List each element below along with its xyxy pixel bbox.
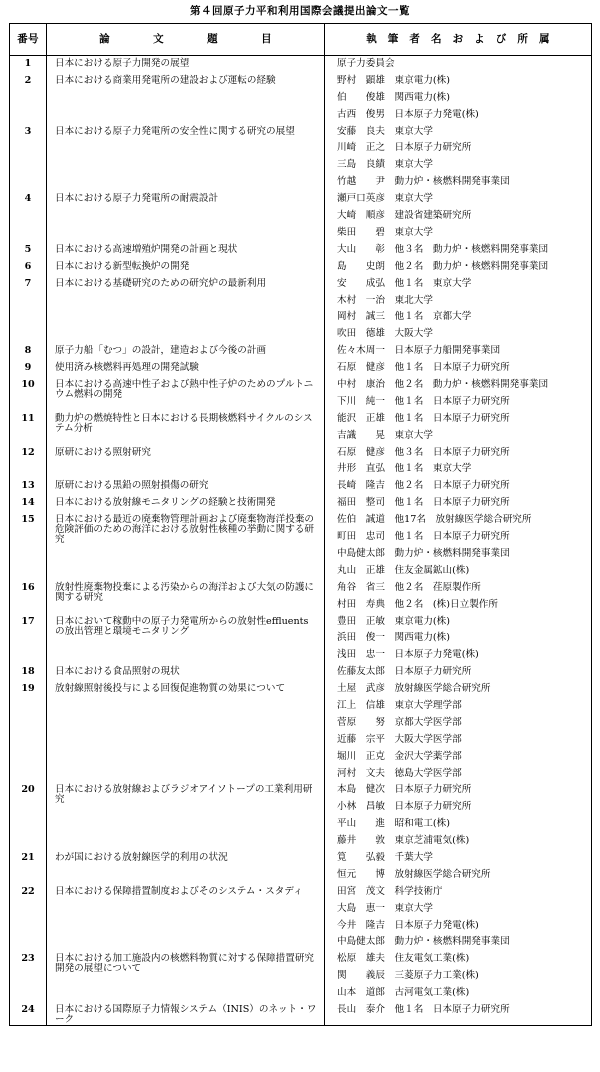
paper-title: 放射線照射後投与による回復促進物質の効果について bbox=[47, 681, 325, 782]
author-entry: 大崎 順彦 建設省建築研究所 bbox=[337, 210, 472, 222]
paper-authors bbox=[325, 411, 592, 445]
table-row bbox=[10, 56, 592, 73]
paper-number: 16 bbox=[10, 580, 47, 614]
paper-authors bbox=[325, 360, 592, 377]
paper-title: 日本における最近の廃棄物管理計画および廃棄物海洋投棄の危険評価のための海洋における放射性核種の挙動に関する研究 bbox=[47, 512, 325, 580]
paper-authors bbox=[325, 445, 592, 479]
paper-number: 13 bbox=[10, 478, 47, 495]
table-row bbox=[10, 360, 592, 377]
table-row bbox=[10, 681, 592, 782]
paper-title: 日本における加工施設内の核燃料物質に対する保障措置研究開発の展望について bbox=[47, 951, 325, 1002]
author-entry: 井形 直弘 他１名 東京大学 bbox=[337, 463, 472, 475]
author-entry: 丸山 正雄 住友金属鉱山(株) bbox=[337, 564, 470, 576]
paper-title: 動力炉の燃焼特性と日本における長期核燃料サイクルのシステム分析 bbox=[47, 411, 325, 445]
paper-table bbox=[9, 23, 592, 1026]
paper-title: 日本における基礎研究のための研究炉の最新利用 bbox=[47, 276, 325, 344]
table-row bbox=[10, 951, 592, 1002]
paper-number: 19 bbox=[10, 681, 47, 782]
author-entry: 柴田 碧 東京大学 bbox=[337, 226, 433, 238]
author-entry: 小林 昌敏 日本原子力研究所 bbox=[337, 801, 472, 813]
paper-number: 17 bbox=[10, 614, 47, 665]
paper-number: 9 bbox=[10, 360, 47, 377]
paper-authors bbox=[325, 259, 592, 276]
author-entry: 吹田 德雄 大阪大学 bbox=[337, 328, 433, 340]
paper-authors bbox=[325, 124, 592, 192]
paper-authors bbox=[325, 580, 592, 614]
paper-number: 3 bbox=[10, 124, 47, 192]
table-row bbox=[10, 580, 592, 614]
author-entry: 川崎 正之 日本原子力研究所 bbox=[337, 142, 472, 154]
paper-authors bbox=[325, 478, 592, 495]
author-entry: 木村 一治 東北大学 bbox=[337, 294, 433, 306]
author-entry: 吉識 晃 東京大学 bbox=[337, 429, 433, 441]
header-title: 論 文 題 目 bbox=[47, 24, 325, 56]
paper-title: 日本における放射線およびラジオアイソトープの工業利用研究 bbox=[47, 782, 325, 850]
author-entry: 河村 文夫 徳島大学医学部 bbox=[337, 767, 462, 779]
table-row bbox=[10, 411, 592, 445]
paper-title: 日本において稼動中の原子力発電所からの放射性effluents の放出管理と環境モニタリング bbox=[47, 614, 325, 665]
table-row bbox=[10, 478, 592, 495]
table-row bbox=[10, 495, 592, 512]
author-entry: 福田 整司 他１名 日本原子力研究所 bbox=[337, 497, 510, 509]
header-authors: 執 筆 者 名 お よ び 所 属 bbox=[325, 24, 592, 56]
author-entry: 本島 健次 日本原子力研究所 bbox=[337, 784, 472, 796]
author-entry: 安藤 良夫 東京大学 bbox=[337, 125, 433, 137]
paper-authors bbox=[325, 495, 592, 512]
author-entry: 長崎 隆吉 他２名 日本原子力研究所 bbox=[337, 480, 510, 492]
author-entry: 今井 隆吉 日本原子力発電(株) bbox=[337, 919, 479, 931]
author-entry: 原子力委員会 bbox=[337, 58, 395, 69]
paper-title: 原研における黒鉛の照射損傷の研究 bbox=[47, 478, 325, 495]
author-entry: 藤井 敦 東京芝浦電気(株) bbox=[337, 835, 470, 847]
paper-authors bbox=[325, 782, 592, 850]
author-entry: 大山 彰 他３名 動力炉・核燃料開発事業団 bbox=[337, 243, 549, 255]
paper-authors bbox=[325, 276, 592, 344]
paper-number: 15 bbox=[10, 512, 47, 580]
author-entry: 伯 俊雄 関西電力(株) bbox=[337, 91, 451, 103]
author-entry: 豊田 正敏 東京電力(株) bbox=[337, 615, 451, 627]
paper-number: 8 bbox=[10, 343, 47, 360]
paper-title: 日本における保障措置制度およびそのシステム・スタディ bbox=[47, 884, 325, 952]
table-row bbox=[10, 73, 592, 124]
paper-title: 日本における新型転換炉の開発 bbox=[47, 259, 325, 276]
paper-title: 日本における高速増殖炉開発の計画と現状 bbox=[47, 242, 325, 259]
author-entry: 筧 弘毅 千葉大学 bbox=[337, 851, 433, 863]
table-row bbox=[10, 445, 592, 479]
author-entry: 中島健太郎 動力炉・核燃料開発事業団 bbox=[337, 547, 510, 559]
author-entry: 菅原 努 京都大学医学部 bbox=[337, 716, 462, 728]
paper-title: 日本における商業用発電所の建設および運転の経験 bbox=[47, 73, 325, 124]
table-row bbox=[10, 614, 592, 665]
paper-authors bbox=[325, 951, 592, 1002]
paper-title: 放射性廃棄物投棄による汚染からの海洋および大気の防護に関する研究 bbox=[47, 580, 325, 614]
author-entry: 下川 純一 他１名 日本原子力研究所 bbox=[337, 395, 510, 407]
paper-number: 4 bbox=[10, 191, 47, 242]
author-entry: 田宮 茂文 科学技術庁 bbox=[337, 885, 443, 897]
author-entry: 恒元 博 放射線医学総合研究所 bbox=[337, 868, 491, 880]
paper-authors bbox=[325, 614, 592, 665]
table-row bbox=[10, 884, 592, 952]
table-row bbox=[10, 782, 592, 850]
author-entry: 堀川 正克 金沢大学薬学部 bbox=[337, 750, 462, 762]
paper-number: 23 bbox=[10, 951, 47, 1002]
paper-title: 日本における食品照射の現状 bbox=[47, 664, 325, 681]
author-entry: 平山 進 昭和電工(株) bbox=[337, 818, 451, 830]
paper-authors bbox=[325, 884, 592, 952]
paper-authors bbox=[325, 377, 592, 411]
author-entry: 近藤 宗平 大阪大学医学部 bbox=[337, 733, 462, 745]
paper-number: 21 bbox=[10, 850, 47, 884]
author-entry: 浜田 俊一 関西電力(株) bbox=[337, 632, 451, 644]
author-entry: 三島 良績 東京大学 bbox=[337, 159, 433, 171]
paper-authors bbox=[325, 512, 592, 580]
author-entry: 浅田 忠一 日本原子力発電(株) bbox=[337, 649, 479, 661]
table-row bbox=[10, 242, 592, 259]
paper-title: 日本における原子力発電所の耐震設計 bbox=[47, 191, 325, 242]
author-entry: 町田 忠司 他１名 日本原子力研究所 bbox=[337, 531, 510, 543]
paper-authors bbox=[325, 242, 592, 259]
header-row bbox=[10, 24, 592, 56]
paper-title: 使用済み核燃料再処理の開発試験 bbox=[47, 360, 325, 377]
author-entry: 村田 寿典 他２名 (株)日立製作所 bbox=[337, 598, 498, 610]
author-entry: 松原 雄夫 住友電気工業(株) bbox=[337, 953, 470, 965]
table-row bbox=[10, 124, 592, 192]
paper-number: 5 bbox=[10, 242, 47, 259]
author-entry: 古西 俊男 日本原子力発電(株) bbox=[337, 108, 479, 120]
paper-authors bbox=[325, 191, 592, 242]
paper-authors bbox=[325, 664, 592, 681]
table-row bbox=[10, 512, 592, 580]
author-entry: 佐々木周一 日本原子力船開発事業団 bbox=[337, 345, 501, 357]
paper-number: 12 bbox=[10, 445, 47, 479]
table-row bbox=[10, 664, 592, 681]
paper-title: 原子力船「むつ」の設計，建造および今後の計画 bbox=[47, 343, 325, 360]
paper-number: 14 bbox=[10, 495, 47, 512]
author-entry: 角谷 省三 他２名 荏原製作所 bbox=[337, 581, 481, 593]
paper-number: 7 bbox=[10, 276, 47, 344]
table-row bbox=[10, 259, 592, 276]
author-entry: 中村 康治 他２名 動力炉・核燃料開発事業団 bbox=[337, 379, 549, 390]
paper-number: 1 bbox=[10, 56, 47, 73]
author-entry: 瀬戸口英彦 東京大学 bbox=[337, 193, 433, 205]
paper-number: 6 bbox=[10, 259, 47, 276]
paper-authors bbox=[325, 56, 592, 73]
paper-number: 22 bbox=[10, 884, 47, 952]
author-entry: 土屋 武彦 放射線医学総合研究所 bbox=[337, 683, 491, 695]
table-row bbox=[10, 1002, 592, 1026]
author-entry: 山本 道郎 古河電気工業(株) bbox=[337, 987, 470, 999]
paper-authors bbox=[325, 1002, 592, 1026]
author-entry: 大島 恵一 東京大学 bbox=[337, 902, 433, 914]
paper-number: 18 bbox=[10, 664, 47, 681]
page-title: 第４回原子力平和利用国際会議提出論文一覧 bbox=[190, 5, 410, 17]
author-entry: 石原 健彦 他１名 日本原子力研究所 bbox=[337, 362, 510, 374]
paper-title: 日本における原子力発電所の安全性に関する研究の展望 bbox=[47, 124, 325, 192]
header-number: 番号 bbox=[10, 24, 47, 56]
author-entry: 佐藤友太郎 日本原子力研究所 bbox=[337, 666, 472, 678]
paper-title: わが国における放射線医学的利用の状況 bbox=[47, 850, 325, 884]
paper-number: 2 bbox=[10, 73, 47, 124]
table-row bbox=[10, 850, 592, 884]
paper-title: 原研における照射研究 bbox=[47, 445, 325, 479]
paper-number: 24 bbox=[10, 1002, 47, 1026]
author-entry: 関 義辰 三菱原子力工業(株) bbox=[337, 970, 479, 982]
author-entry: 島 史朗 他２名 動力炉・核燃料開発事業団 bbox=[337, 260, 549, 272]
author-entry: 能沢 正雄 他１名 日本原子力研究所 bbox=[337, 412, 510, 424]
paper-title: 日本における国際原子力情報システム（INIS）のネット・ワーク bbox=[47, 1002, 325, 1026]
author-entry: 岡村 誠三 他１名 京都大学 bbox=[337, 311, 472, 323]
paper-authors bbox=[325, 73, 592, 124]
table-row bbox=[10, 377, 592, 411]
author-entry: 安 成弘 他１名 東京大学 bbox=[337, 277, 472, 289]
table-row bbox=[10, 276, 592, 344]
paper-title: 日本における放射線モニタリングの経験と技術開発 bbox=[47, 495, 325, 512]
table-body bbox=[10, 56, 592, 1026]
author-entry: 長山 泰介 他１名 日本原子力研究所 bbox=[337, 1004, 510, 1015]
paper-number: 20 bbox=[10, 782, 47, 850]
table-row bbox=[10, 343, 592, 360]
paper-authors bbox=[325, 681, 592, 782]
paper-title: 日本における高速中性子および熱中性子炉のためのプルトニウム燃料の開発 bbox=[47, 377, 325, 411]
paper-authors bbox=[325, 850, 592, 884]
author-entry: 竹越 尹 動力炉・核燃料開発事業団 bbox=[337, 176, 510, 188]
author-entry: 中島健太郎 動力炉・核燃料開発事業団 bbox=[337, 936, 510, 948]
paper-number: 10 bbox=[10, 377, 47, 411]
author-entry: 石原 健彦 他３名 日本原子力研究所 bbox=[337, 446, 510, 458]
paper-title: 日本における原子力開発の展望 bbox=[47, 56, 325, 73]
table-row bbox=[10, 191, 592, 242]
author-entry: 江上 信雄 東京大学理学部 bbox=[337, 699, 462, 711]
paper-number: 11 bbox=[10, 411, 47, 445]
author-entry: 野村 顕雄 東京電力(株) bbox=[337, 74, 451, 86]
author-entry: 佐伯 誠道 他17名 放射線医学総合研究所 bbox=[337, 514, 532, 526]
paper-authors bbox=[325, 343, 592, 360]
